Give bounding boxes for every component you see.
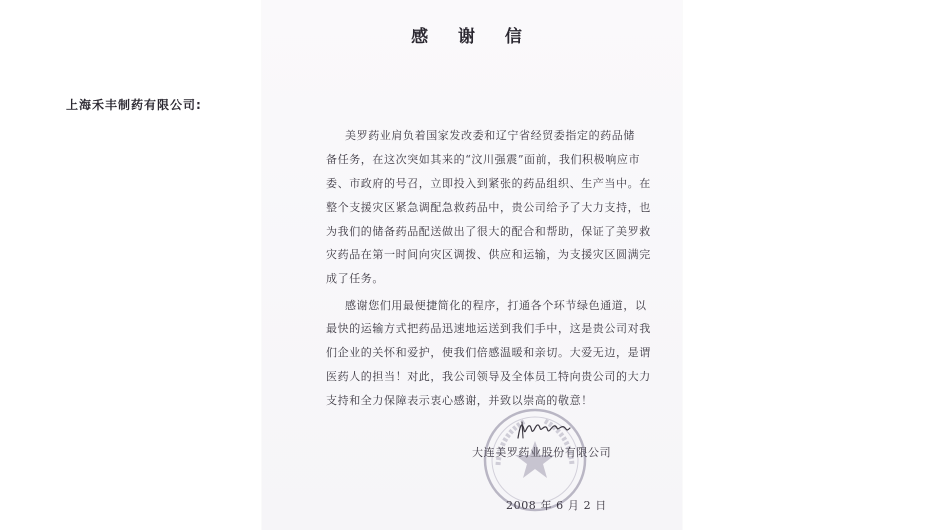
body-line: 最快的运输方式把药品迅速地运送到我们手中，这是贵公司对我 xyxy=(326,322,651,335)
salutation: 上海禾丰制药有限公司: xyxy=(66,98,202,112)
body-line: 备任务，在这次突如其来的“汶川强震”面前，我们积极响应市 xyxy=(326,153,641,166)
body-line: 委、市政府的号召，立即投入到紧张的药品组织、生产当中。在 xyxy=(326,177,651,190)
body-line: 支持和全力保障表示衷心感谢，并致以崇高的敬意！ xyxy=(326,394,593,407)
company-signature: 大连美罗药业股份有限公司 xyxy=(472,446,612,459)
letter-title: 感 谢 信 xyxy=(411,27,534,47)
body-line: 成了任务。 xyxy=(326,272,384,285)
letter-date: 2008 年 6 月 2 日 xyxy=(506,499,607,512)
handwritten-signature xyxy=(514,416,574,444)
body-line: 美罗药业肩负着国家发改委和辽宁省经贸委指定的药品储 xyxy=(345,129,635,142)
body-line: 医药人的担当！对此，我公司领导及全体员工特向贵公司的大力 xyxy=(326,370,651,383)
body-line: 整个支援灾区紧急调配急救药品中，贵公司给予了大力支持，也 xyxy=(326,201,651,214)
body-line: 感谢您们用最便捷简化的程序，打通各个环节绿色通道，以 xyxy=(345,299,647,312)
body-line: 们企业的关怀和爱护，使我们倍感温暖和亲切。大爱无边，是谓 xyxy=(326,346,651,359)
body-line: 为我们的储备药品配送做出了很大的配合和帮助，保证了美罗救 xyxy=(326,225,651,238)
body-line: 灾药品在第一时间向灾区调拨、供应和运输，为支援灾区圆满完 xyxy=(326,248,651,261)
